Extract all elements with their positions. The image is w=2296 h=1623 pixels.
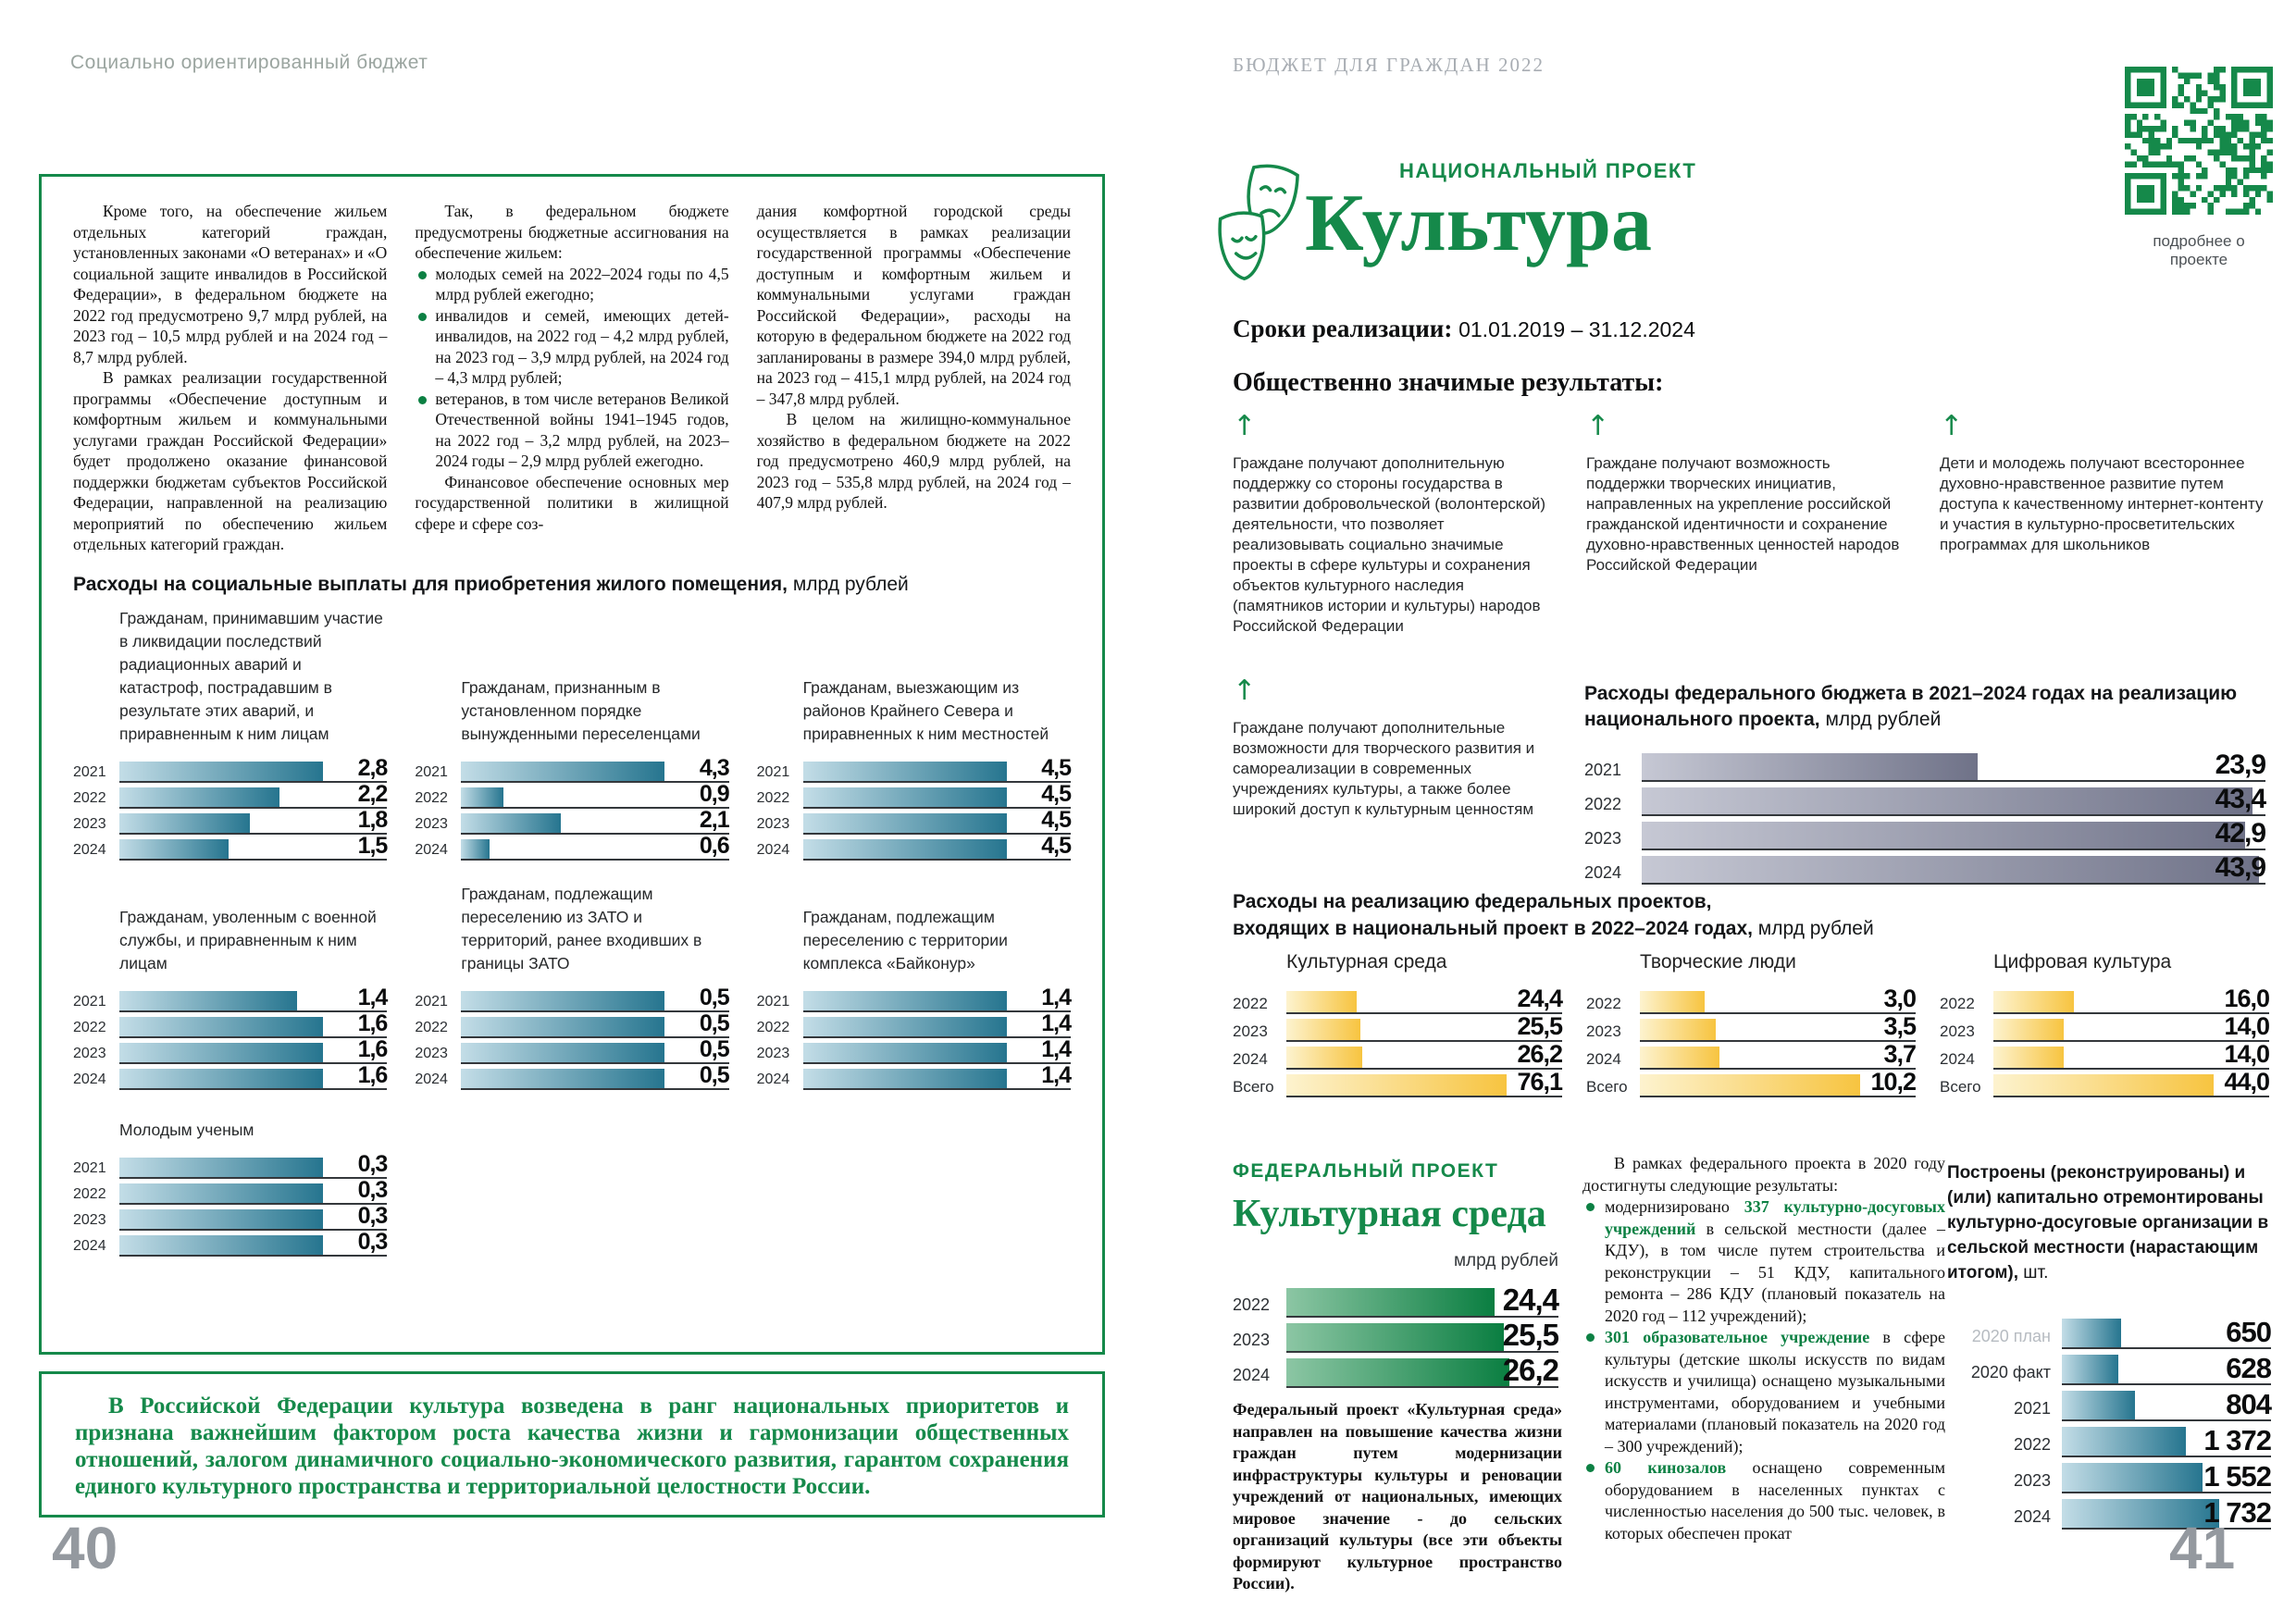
page-number-left: 40 (52, 1515, 118, 1581)
bar (2062, 1391, 2135, 1419)
year-label: 2022 (756, 1019, 790, 1035)
bar (803, 762, 1007, 781)
year-label: 2021 (415, 763, 448, 780)
up-arrow-icon: ↑ (1586, 410, 1610, 442)
year-label: 2024 (415, 1071, 448, 1087)
bar (2062, 1427, 2186, 1456)
year-label: 2022 (415, 789, 448, 806)
bar-value: 0,3 (357, 1202, 388, 1229)
bar (1640, 1074, 1860, 1096)
results-row-1 (1233, 410, 2265, 637)
year-label: 2021 (756, 993, 790, 1010)
bar (803, 1043, 1007, 1062)
year-label: 2022 (1584, 795, 1622, 813)
qr-block (2125, 67, 2273, 269)
bar-value: 2,8 (357, 754, 388, 781)
chart-row-2-bars (73, 986, 1071, 1090)
bar-chart (757, 986, 1071, 1090)
bar (1286, 991, 1357, 1012)
chart-title (1584, 681, 2265, 733)
year-label: 2023 (2013, 1471, 2051, 1490)
year-label: 2023 (1584, 829, 1622, 848)
bar (119, 839, 229, 859)
paragraph: дания комфортной городской среды осуществляется в рамках реализации государственной программы «Обеспечение доступным и комфортным жильем и коммунальными услугами граждан Российской Федерации», расходы на которую в федеральном бюджете на 2022 год запланированы в размере 394,0 млрд рублей, на 2023 год – 415,1 млрд рублей, на 2024 год – 347,8 млрд рублей. (756, 202, 1071, 408)
qr-caption: подробнее о проекте (2153, 232, 2245, 268)
bar-value: 44,0 (2224, 1068, 2269, 1096)
text-column-3 (757, 201, 1071, 555)
bar-value: 43,4 (2215, 784, 2265, 814)
bar (1640, 991, 1705, 1012)
housing-bullet-list (415, 264, 728, 472)
up-arrow-icon: ↑ (1233, 675, 1257, 707)
chart-group-label: Гражданам, признанным в установленном порядке вынужденными переселенцами (461, 677, 701, 743)
national-project-label: НАЦИОНАЛЬНЫЙ ПРОЕКТ (1399, 159, 1697, 182)
list-item: молодых семей на 2022–2024 годы по 4,5 млрд рублей ежегодно; (415, 264, 728, 305)
chart-title-bold: Построены (реконструированы) и (или) капитально отремонтированы культурно-досуговые организации в сельской местности (нарастающим итогом), (1947, 1163, 2269, 1282)
year-label: 2022 (73, 1019, 106, 1035)
culture-quote-box (39, 1371, 1105, 1518)
year-label: 2024 (73, 1071, 106, 1087)
year-label: 2024 (1233, 1050, 1268, 1068)
year-label: 2022 (73, 789, 106, 806)
bar-value: 4,3 (699, 754, 729, 781)
year-label: 2024 (73, 1237, 106, 1254)
year-label: 2023 (415, 1045, 448, 1061)
chart-title-unit: млрд рублей (1752, 918, 1874, 939)
result-item: ↑ Граждане получают дополнительные возможности для творческого развития и самореализации в современных учреждениях культуры, а также более широкий доступ к культурным ценностям (1233, 677, 1558, 820)
bar-value: 0,3 (357, 1176, 388, 1203)
year-label: 2021 (73, 763, 106, 780)
chart-title-bold: Расходы федерального бюджета в 2021–2024 годах на реализацию национального проекта, (1584, 683, 2238, 730)
result-item: ↑ Граждане получают дополнительную поддержку со стороны государства в развитии добровольческой (волонтерской) деятельности, что позволяет реализовывать социально значимые проекты в сфере культуры и сохранения объектов культурного наследия (памятников истории и культуры) народов Российской Федерации (1233, 413, 1558, 637)
bar (1642, 753, 1978, 780)
year-label: 2023 (73, 815, 106, 832)
chart-group-label: Гражданам, подлежащим переселению из ЗАТО и территорий, ранее входивших в границы ЗАТО (461, 884, 702, 973)
year-label: 2024 (1586, 1050, 1621, 1068)
chart-title-unit: млрд рублей (788, 573, 909, 595)
bar-value: 3,5 (1883, 1012, 1916, 1040)
chart-subtitle: Творческие люди (1640, 951, 1796, 973)
bar-chart (73, 1150, 388, 1257)
paragraph: Кроме того, на обеспечение жильем отдельных категорий граждан, установленных законами «О ветеранах» и «О социальной защите инвалидов в Российской Федерации», в федеральном бюджете на 2022 год предусмотрено 9,7 млрд рублей, на 2023 год – 10,5 млрд рублей и на 2024 год – 8,7 млрд рублей. (73, 202, 388, 366)
list-item: модернизировано 337 культурно-досуговых учреждений в сельской местности (далее – КДУ), в том числе путем строительства и реконструкции – 51 КДУ, капитального ремонта – 286 КДУ (плановый показатель на 2020 год – 112 учреждений); (1582, 1196, 1945, 1327)
bar-value: 26,2 (1517, 1040, 1562, 1068)
bar (2062, 1319, 2121, 1347)
bar-value: 43,9 (2215, 852, 2265, 883)
up-arrow-icon: ↑ (1940, 410, 1964, 442)
bar (461, 813, 560, 833)
bar-value: 1,6 (357, 1061, 388, 1088)
bar (119, 991, 297, 1010)
bar (119, 762, 323, 781)
year-label: Всего (1233, 1078, 1274, 1096)
result-item: ↑ Дети и молодежь получают всестороннее духовно-нравственное развитие путем доступа к качественному интернет-контенту и участия в культурно-просветительских программах для школьников (1940, 413, 2265, 637)
chart-row-1 (73, 605, 1071, 746)
year-label: 2022 (1586, 995, 1621, 1012)
bar (1642, 822, 2245, 849)
bar-value: 14,0 (2224, 1012, 2269, 1040)
bar-value: 14,0 (2224, 1040, 2269, 1068)
bar (803, 839, 1007, 859)
bar-value: 24,4 (1517, 985, 1562, 1012)
bar-value: 1 372 (2203, 1424, 2271, 1456)
bar (119, 813, 250, 833)
list-item: 60 кинозалов оснащено современным оборудованием в населенных пунктах с численностью населения до 500 тыс. человек, в которых обеспечен прокат (1582, 1457, 1945, 1544)
bar-chart-creative-people (1586, 951, 1916, 1097)
bar-value: 1 552 (2203, 1460, 2271, 1493)
chart-title-unit: млрд рублей (1819, 709, 1942, 730)
year-label: 2022 (756, 789, 790, 806)
bar-value: 42,9 (2215, 818, 2265, 849)
paragraph: В рамках федерального проекта в 2020 году достигнуты следующие результаты: (1582, 1154, 1945, 1195)
dates-value: 01.01.2019 – 31.12.2024 (1458, 317, 1695, 341)
bar (2062, 1463, 2203, 1492)
bar (461, 1017, 664, 1036)
bar-chart (756, 754, 1071, 861)
chart-row-3 (73, 1114, 1071, 1142)
bar (119, 1235, 323, 1255)
bar-value: 1 732 (2203, 1496, 2271, 1529)
year-label: 2021 (73, 1159, 106, 1176)
year-label: 2021 (756, 763, 790, 780)
bar-value: 25,5 (1502, 1318, 1558, 1352)
bar (1993, 1019, 2064, 1040)
bar (1993, 991, 2074, 1012)
bar (1286, 1074, 1507, 1096)
bar-value: 628 (2226, 1352, 2271, 1384)
year-label: 2024 (1940, 1050, 1975, 1068)
bar (1993, 1047, 2064, 1068)
bar (1640, 1019, 1716, 1040)
highlight: 60 кинозалов (1605, 1458, 1727, 1477)
bar-value: 0,3 (357, 1228, 388, 1255)
chart-title (73, 574, 1071, 596)
bar-value: 0,5 (699, 1010, 729, 1036)
text-column-1 (73, 201, 387, 555)
chart-title-bold: Расходы на социальные выплаты для приобретения жилого помещения, (73, 573, 788, 595)
bar-value: 1,4 (1041, 984, 1071, 1010)
highlight: 301 образовательное учреждение (1605, 1328, 1870, 1346)
bar-value: 4,5 (1041, 806, 1071, 833)
bar (1640, 1047, 1719, 1068)
bar (461, 991, 664, 1010)
chart-group-label: Молодым ученым (119, 1120, 254, 1139)
federal-projects-charts (1233, 951, 2269, 1097)
year-label: 2021 (1584, 761, 1622, 779)
year-label: 2024 (73, 841, 106, 858)
dates-label: Сроки реализации: (1233, 315, 1453, 342)
bar-value: 1,6 (357, 1010, 388, 1036)
project-dates (1233, 315, 1695, 343)
bar-chart-cultural-environment (1233, 951, 1562, 1097)
bar-value: 16,0 (2224, 985, 2269, 1012)
list-item: 301 образовательное учреждение в сфере культуры (детские школы искусств по видам искусств и училища) оснащено музыкальными инструментами, оборудованием и учебными материалами (плановый показатель на 2020 год – 300 учреждений); (1582, 1327, 1945, 1457)
bar-value: 23,9 (2215, 750, 2265, 780)
bar-value: 0,6 (699, 832, 729, 859)
year-label: 2024 (1233, 1366, 1271, 1384)
bar-value: 76,1 (1517, 1068, 1562, 1096)
bar (119, 1183, 323, 1203)
bar-value: 4,5 (1041, 754, 1071, 781)
results-2020-column (1582, 1153, 1945, 1544)
bar (1286, 1288, 1495, 1316)
page-number-right: 41 (2169, 1515, 2236, 1581)
year-label: 2022 (73, 1185, 106, 1202)
year-label: Всего (1940, 1078, 1981, 1096)
bar-value: 650 (2226, 1316, 2271, 1348)
bar-value: 3,0 (1883, 985, 1916, 1012)
year-label: 2020 факт (1970, 1363, 2051, 1381)
bar (803, 1017, 1007, 1036)
year-label: 2024 (756, 1071, 790, 1087)
paragraph: Так, в федеральном бюджете предусмотрены бюджетные ассигнования на обеспечение жильем: (415, 202, 729, 262)
cultural-environment-chart (1233, 1282, 1558, 1388)
highlight: 337 культурно-досуговых учреждений (1605, 1197, 1945, 1238)
chart-row-2 (73, 883, 1071, 975)
federal-budget-chart (1584, 681, 2265, 885)
bar-value: 25,5 (1517, 1012, 1562, 1040)
bar-value: 1,4 (1041, 1010, 1071, 1036)
bar-value: 1,4 (1041, 1035, 1071, 1062)
year-label: 2020 план (1971, 1327, 2051, 1345)
result-item: ↑ Граждане получают возможность поддержки творческих инициатив, направленных на укрепление российской гражданской идентичности и сохранение духовно-нравственных ценностей народов Российской Федерации (1586, 413, 1912, 637)
bar-value: 2,1 (699, 806, 729, 833)
bar (803, 1069, 1007, 1088)
year-label: 2021 (415, 993, 448, 1010)
bar (1642, 787, 2253, 814)
bar-value: 0,5 (699, 1035, 729, 1062)
list-item: ветеранов, в том числе ветеранов Великой Отечественной войны 1941–1945 годов, на 2022 год – 3,2 млрд рублей, на 2023–2024 годы – 2,9 млрд рублей ежегодно. (415, 389, 728, 472)
bar-value: 1,5 (357, 832, 388, 859)
chart-subtitle: Цифровая культура (1993, 951, 2172, 973)
bar-value: 10,2 (1870, 1068, 1916, 1096)
year-label: Всего (1586, 1078, 1628, 1096)
qr-code (2125, 67, 2273, 219)
body-text-columns (73, 201, 1071, 555)
year-label: 2021 (2013, 1399, 2051, 1418)
year-label: 2022 (1233, 1295, 1271, 1314)
list-item: инвалидов и семей, имеющих детей-инвалидов, на 2022 год – 4,2 млрд рублей, на 2023 год – 3,9 млрд рублей, на 2024 год – 4,3 млрд рублей; (415, 305, 728, 389)
bar-chart (1584, 748, 2265, 885)
paragraph: В рамках реализации государственной программы «Обеспечение доступным и комфортным жильем и коммунальными услугами граждан Российской Федерации» будет продолжено оказание финансовой поддержки бюджетам субъектов Российской Федерации, направленной на реализацию мероприятий по обеспечению жильем отдельных категорий граждан. (73, 368, 388, 553)
bar-chart (73, 754, 388, 861)
paragraph: Финансовое обеспечение основных мер государственной политики в жилищной сфере и сфере соз- (415, 472, 729, 533)
bar-value: 26,2 (1502, 1353, 1558, 1387)
federal-project-title: Культурная среда (1233, 1193, 1546, 1235)
quote-text: В Российской Федерации культура возведена в ранг национальных приоритетов и признана важнейшим фактором роста качества жизни и гармонизации общественных отношений, залогом динамичного социально-экономического развития, гарантом сохранения единого культурного пространства и территориальной целостности России. (75, 1394, 1069, 1499)
chart-subtitle: Культурная среда (1286, 951, 1447, 973)
bar (119, 787, 279, 807)
year-label: 2023 (73, 1211, 106, 1228)
text-column-2 (415, 201, 728, 555)
chart-row-3-bars (73, 1150, 1071, 1257)
bar-chart-digital-culture (1940, 951, 2269, 1097)
year-label: 2024 (756, 841, 790, 858)
bar-value: 1,6 (357, 1035, 388, 1062)
year-label: 2024 (2013, 1507, 2051, 1526)
year-label: 2022 (415, 1019, 448, 1035)
year-label: 2023 (756, 815, 790, 832)
bar-value: 1,4 (1041, 1061, 1071, 1088)
bar-value: 4,5 (1041, 780, 1071, 807)
paragraph: В целом на жилищно-коммунальное хозяйство в федеральном бюджете на 2022 год предусмотрено 460,9 млрд рублей, на 2023 год – 535,8 млрд рублей, на 2024 год – 407,9 млрд рублей. (756, 410, 1071, 512)
federal-project-paragraph: Федеральный проект «Культурная среда» направлен на повышение качества жизни граждан путем модернизации инфраструктуры культуры и реновации учреждений от национальных, имеющих мировое значение - до сельских организаций культуры (все эти объекты формируют культурное пространство России). (1233, 1400, 1562, 1592)
chart-group-label: Гражданам, уволенным с военной службы, и приравненным к ним лицам (119, 907, 377, 973)
built-organizations-block (1947, 1160, 2271, 1530)
bar (119, 1043, 323, 1062)
bar (119, 1209, 323, 1229)
results-2020-list (1582, 1196, 1945, 1544)
bar-chart (1947, 1313, 2271, 1530)
bar-value: 804 (2226, 1388, 2271, 1420)
national-project-title: Культура (1305, 179, 1652, 268)
bar (119, 1017, 323, 1036)
year-label: 2023 (73, 1045, 106, 1061)
bar (803, 991, 1007, 1010)
up-arrow-icon: ↑ (1233, 410, 1257, 442)
bar-chart (415, 986, 728, 1090)
bar (1286, 1323, 1504, 1351)
bar (119, 1069, 323, 1088)
title-line: входящих в национальный проект в 2022–2024 годах, (1233, 918, 1753, 939)
federal-projects-section-title (1233, 888, 2066, 942)
chart-row-1-bars (73, 754, 1071, 861)
year-label: 2023 (1233, 1022, 1268, 1040)
chart-group-label: Гражданам, принимавшим участие в ликвидации последствий радиационных аварий и катастроф, пострадавшим в результате этих аварий, и приравненным к ним лицам (119, 608, 383, 743)
bar (1642, 856, 2259, 883)
bar (461, 839, 490, 859)
left-content-box (39, 174, 1105, 1355)
bar-value: 3,7 (1883, 1040, 1916, 1068)
title-line: Расходы на реализацию федеральных проектов, (1233, 891, 1712, 912)
chart-unit-label: млрд рублей (1453, 1251, 1558, 1270)
chart-group-label: Гражданам, выезжающим из районов Крайнего Севера и приравненных к ним местностей (802, 677, 1049, 743)
bar-chart (73, 986, 387, 1090)
bar (1993, 1074, 2214, 1096)
bar-value: 0,5 (699, 1061, 729, 1088)
bar (1286, 1019, 1360, 1040)
bar (461, 762, 664, 781)
bar-value: 0,9 (699, 780, 729, 807)
year-label: 2023 (1586, 1022, 1621, 1040)
bar-value: 1,4 (357, 984, 388, 1010)
bar-value: 0,3 (357, 1150, 388, 1177)
bar (461, 1069, 664, 1088)
year-label: 2022 (2013, 1435, 2051, 1454)
chart-group-label: Гражданам, подлежащим переселению с территории комплекса «Байконур» (802, 907, 1008, 973)
bar (461, 787, 503, 807)
left-page-header: Социально ориентированный бюджет (70, 52, 428, 73)
results-section-title: Общественно значимые результаты: (1233, 368, 1664, 397)
federal-project-label: ФЕДЕРАЛЬНЫЙ ПРОЕКТ (1233, 1160, 1499, 1182)
year-label: 2022 (1940, 995, 1975, 1012)
bar-value: 1,8 (357, 806, 388, 833)
year-label: 2023 (756, 1045, 790, 1061)
chart-title (1947, 1160, 2271, 1285)
bar (1286, 1358, 1509, 1386)
bar (803, 787, 1007, 807)
bar-value: 0,5 (699, 984, 729, 1010)
bar (119, 1158, 323, 1177)
bar-chart (415, 754, 729, 861)
bar (1286, 1047, 1362, 1068)
bar (2062, 1355, 2118, 1383)
chart-title-unit: шт. (2018, 1263, 2049, 1282)
year-label: 2023 (1233, 1331, 1271, 1349)
year-label: 2023 (415, 815, 448, 832)
bar-value: 24,4 (1502, 1282, 1558, 1317)
bar (461, 1043, 664, 1062)
right-page-header: БЮДЖЕТ ДЛЯ ГРАЖДАН 2022 (1233, 54, 1545, 76)
year-label: 2024 (415, 841, 448, 858)
bar (803, 813, 1007, 833)
theater-masks-icon (1212, 159, 1305, 293)
year-label: 2021 (73, 993, 106, 1010)
bar-value: 2,2 (357, 780, 388, 807)
year-label: 2024 (1584, 863, 1622, 882)
year-label: 2022 (1233, 995, 1268, 1012)
bar-value: 4,5 (1041, 832, 1071, 859)
year-label: 2023 (1940, 1022, 1975, 1040)
